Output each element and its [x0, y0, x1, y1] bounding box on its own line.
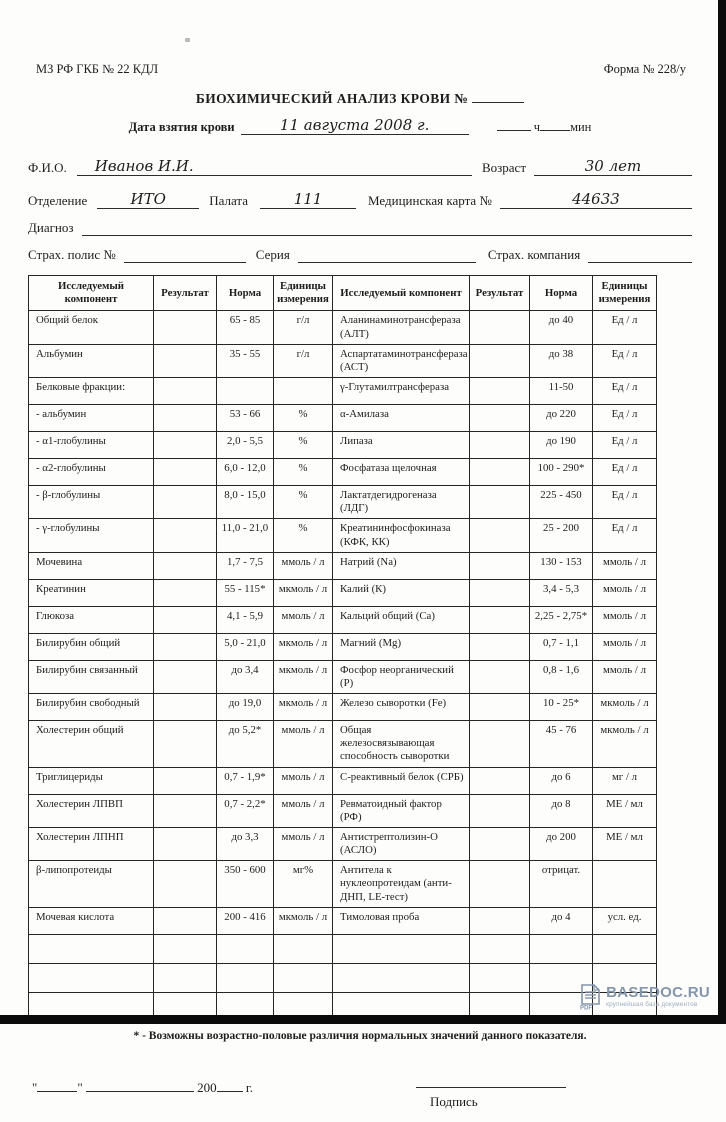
component-cell-left: Мочевая кислота	[29, 907, 154, 934]
time-blanks	[497, 120, 592, 135]
result-cell-right	[470, 486, 530, 519]
org-title: МЗ РФ ГКБ № 22 КДЛ	[36, 62, 159, 76]
signature-block	[416, 1076, 566, 1110]
insurance-company-label: Страх. компания	[487, 247, 581, 262]
quote-open: "	[32, 1079, 38, 1095]
component-cell-left	[29, 963, 154, 992]
component-cell-right: С-реактивный белок (СРБ)	[333, 767, 470, 794]
diagnosis-label: Диагноз	[28, 220, 74, 235]
minutes-blank	[540, 130, 570, 131]
result-cell-left	[154, 606, 217, 633]
header-component-left: Исследуемый компонент	[29, 276, 154, 311]
result-cell-left	[154, 767, 217, 794]
units-cell-right: ммоль / л	[593, 552, 657, 579]
insurance-policy-label: Страх. полис №	[28, 247, 116, 262]
table-row	[29, 432, 657, 459]
component-cell-left: - альбумин	[29, 405, 154, 432]
signature-line	[416, 1087, 566, 1088]
scan-edge-bottom	[0, 1015, 726, 1024]
table-row	[29, 721, 657, 768]
units-cell-left: мкмоль / л	[274, 694, 333, 721]
norm-cell-left: 35 - 55	[217, 344, 274, 377]
units-cell-left: %	[274, 405, 333, 432]
header-result-left: Результат	[154, 276, 217, 311]
norm-cell-left	[217, 934, 274, 963]
result-cell-right	[470, 794, 530, 827]
table-row	[29, 861, 657, 908]
units-cell-right: Ед / л	[593, 459, 657, 486]
units-cell-left: г/л	[274, 311, 333, 344]
units-cell-left: мкмоль / л	[274, 907, 333, 934]
result-cell-right	[470, 694, 530, 721]
result-cell-right	[470, 660, 530, 693]
units-cell-left: ммоль / л	[274, 606, 333, 633]
units-cell-left: ммоль / л	[274, 794, 333, 827]
units-cell-right: ммоль / л	[593, 633, 657, 660]
norm-cell-left: 11,0 - 21,0	[217, 519, 274, 552]
result-cell-left	[154, 405, 217, 432]
norm-cell-right: 2,25 - 2,75*	[530, 606, 593, 633]
units-cell-right: Ед / л	[593, 519, 657, 552]
component-cell-right	[333, 934, 470, 963]
component-cell-right: Липаза	[333, 432, 470, 459]
units-cell-right: Ед / л	[593, 311, 657, 344]
component-cell-right: Фосфор неорганический (Р)	[333, 660, 470, 693]
norm-cell-left: 0,7 - 1,9*	[217, 767, 274, 794]
pdf-document-icon	[579, 984, 601, 1010]
norm-cell-right: до 38	[530, 344, 593, 377]
units-cell-left: мкмоль / л	[274, 660, 333, 693]
result-cell-left	[154, 459, 217, 486]
component-cell-right: Тимоловая проба	[333, 907, 470, 934]
header-units-right: Единицы измерения	[593, 276, 657, 311]
result-cell-left	[154, 552, 217, 579]
units-cell-left: %	[274, 432, 333, 459]
header-norm-left: Норма	[217, 276, 274, 311]
component-cell-right: Антитела к нуклеопротеидам (анти-ДНП, LE-тест)	[333, 861, 470, 908]
result-cell-left	[154, 432, 217, 459]
svg-text:PDF: PDF	[580, 1005, 593, 1010]
result-cell-right	[470, 963, 530, 992]
component-cell-left: Альбумин	[29, 344, 154, 377]
component-cell-right: Креатининфосфокиназа (КФК, КК)	[333, 519, 470, 552]
signature-label: Подпись	[430, 1093, 478, 1109]
result-cell-right	[470, 767, 530, 794]
norm-cell-left: 0,7 - 2,2*	[217, 794, 274, 827]
result-cell-right	[470, 519, 530, 552]
component-cell-left: Белковые фракции:	[29, 378, 154, 405]
units-cell-left	[274, 934, 333, 963]
table-row	[29, 606, 657, 633]
results-table-body	[29, 311, 657, 1021]
fio-row	[28, 157, 692, 176]
component-cell-left: - α1-глобулины	[29, 432, 154, 459]
units-cell-left: мг%	[274, 861, 333, 908]
minutes-label: мин	[570, 120, 592, 134]
units-cell-right: мкмоль / л	[593, 721, 657, 768]
table-row	[29, 459, 657, 486]
component-cell-right: Аланинаминотрансфераза (АЛТ)	[333, 311, 470, 344]
table-row	[29, 405, 657, 432]
norm-cell-left	[217, 378, 274, 405]
result-cell-right	[470, 378, 530, 405]
result-cell-left	[154, 827, 217, 860]
units-cell-left: мкмоль / л	[274, 633, 333, 660]
component-cell-right: γ-Глутамилтрансфераза	[333, 378, 470, 405]
units-cell-right: ммоль / л	[593, 606, 657, 633]
norm-cell-left	[217, 963, 274, 992]
component-cell-right: Фосфатаза щелочная	[333, 459, 470, 486]
year-prefix: 200	[197, 1079, 217, 1095]
component-cell-left: Глюкоза	[29, 606, 154, 633]
component-cell-right: Лактатдегидрогеназа (ЛДГ)	[333, 486, 470, 519]
header-norm-right: Норма	[530, 276, 593, 311]
result-cell-right	[470, 579, 530, 606]
month-blank	[86, 1091, 194, 1092]
norm-cell-left: до 5,2*	[217, 721, 274, 768]
norm-cell-right	[530, 934, 593, 963]
component-cell-left: Триглицериды	[29, 767, 154, 794]
norm-cell-right: 0,8 - 1,6	[530, 660, 593, 693]
table-header-row	[29, 276, 657, 311]
watermark-name: BASEDOC.RU	[606, 984, 710, 1002]
insurance-policy-blank	[124, 247, 246, 263]
norm-cell-left: 5,0 - 21,0	[217, 633, 274, 660]
quote-close: "	[77, 1079, 83, 1095]
units-cell-left	[274, 963, 333, 992]
insurance-row	[28, 247, 692, 263]
units-cell-right: мг / л	[593, 767, 657, 794]
component-cell-right	[333, 963, 470, 992]
units-cell-right	[593, 861, 657, 908]
result-cell-left	[154, 794, 217, 827]
units-cell-left: ммоль / л	[274, 552, 333, 579]
diagnosis-row	[28, 220, 692, 236]
result-cell-left	[154, 907, 217, 934]
table-row	[29, 519, 657, 552]
units-cell-left	[274, 378, 333, 405]
units-cell-right: МЕ / мл	[593, 794, 657, 827]
norm-cell-right: до 4	[530, 907, 593, 934]
header-units-left: Единицы измерения	[274, 276, 333, 311]
footnote: * - Возможны возрастно-половые различия нормальных значений данного показателя.	[133, 1029, 587, 1042]
page-title: БИОХИМИЧЕСКИЙ АНАЛИЗ КРОВИ №	[28, 91, 692, 107]
table-row	[29, 378, 657, 405]
result-cell-left	[154, 633, 217, 660]
result-cell-right	[470, 934, 530, 963]
norm-cell-left: 4,1 - 5,9	[217, 606, 274, 633]
component-cell-left: Креатинин	[29, 579, 154, 606]
norm-cell-right: до 6	[530, 767, 593, 794]
component-cell-right: α-Амилаза	[333, 405, 470, 432]
result-cell-left	[154, 694, 217, 721]
hours-label: ч	[533, 120, 541, 134]
units-cell-right: Ед / л	[593, 344, 657, 377]
norm-cell-left: до 3,4	[217, 660, 274, 693]
ward-value: 111	[260, 190, 356, 209]
result-cell-left	[154, 311, 217, 344]
component-cell-right: Аспартатаминотрансфераза (АСТ)	[333, 344, 470, 377]
table-row	[29, 344, 657, 377]
norm-cell-left: 2,0 - 5,5	[217, 432, 274, 459]
scan-artifact	[185, 38, 190, 42]
header-component-right: Исследуемый компонент	[333, 276, 470, 311]
table-row	[29, 694, 657, 721]
card-label: Медицинская карта №	[368, 193, 492, 208]
document-glyph	[579, 984, 601, 1010]
norm-cell-left: 65 - 85	[217, 311, 274, 344]
units-cell-left: г/л	[274, 344, 333, 377]
result-cell-right	[470, 606, 530, 633]
results-table	[28, 275, 657, 1022]
series-blank	[298, 247, 476, 263]
component-cell-right: Натрий (Na)	[333, 552, 470, 579]
card-value: 44633	[500, 190, 692, 209]
table-row	[29, 794, 657, 827]
result-cell-left	[154, 721, 217, 768]
norm-cell-right: 10 - 25*	[530, 694, 593, 721]
norm-cell-right: 3,4 - 5,3	[530, 579, 593, 606]
units-cell-right: МЕ / мл	[593, 827, 657, 860]
fill-date-line	[32, 1080, 253, 1096]
units-cell-left: ммоль / л	[274, 721, 333, 768]
component-cell-left: Холестерин ЛПНП	[29, 827, 154, 860]
table-row	[29, 311, 657, 344]
fio-label: Ф.И.О.	[28, 160, 67, 175]
component-cell-right: Магний (Mg)	[333, 633, 470, 660]
units-cell-left: ммоль / л	[274, 827, 333, 860]
fio-value: Иванов И.И.	[77, 157, 472, 176]
header-result-right: Результат	[470, 276, 530, 311]
component-cell-right: Антистрептолизин-О (АСЛО)	[333, 827, 470, 860]
result-cell-right	[470, 432, 530, 459]
diagnosis-blank	[82, 220, 692, 236]
date-value: 11 августа 2008 г.	[241, 116, 469, 135]
hours-blank	[497, 130, 531, 131]
norm-cell-left: до 19,0	[217, 694, 274, 721]
norm-cell-right: 130 - 153	[530, 552, 593, 579]
year-blank	[217, 1091, 243, 1092]
norm-cell-right: отрицат.	[530, 861, 593, 908]
basedoc-watermark	[579, 984, 710, 1010]
units-cell-right: Ед / л	[593, 486, 657, 519]
table-row	[29, 552, 657, 579]
units-cell-left: мкмоль / л	[274, 579, 333, 606]
units-cell-left: %	[274, 459, 333, 486]
result-cell-left	[154, 934, 217, 963]
norm-cell-right: до 190	[530, 432, 593, 459]
footer	[28, 1076, 692, 1122]
component-cell-left: - β-глобулины	[29, 486, 154, 519]
units-cell-right: мкмоль / л	[593, 694, 657, 721]
result-cell-right	[470, 311, 530, 344]
component-cell-left	[29, 934, 154, 963]
norm-cell-right: до 40	[530, 311, 593, 344]
component-cell-right: Общая железосвязывающая способность сыворотки	[333, 721, 470, 768]
department-row	[28, 190, 692, 209]
result-cell-left	[154, 963, 217, 992]
component-cell-right: Ревматоидный фактор (РФ)	[333, 794, 470, 827]
component-cell-right: Калий (К)	[333, 579, 470, 606]
table-row	[29, 486, 657, 519]
table-row	[29, 827, 657, 860]
result-cell-right	[470, 721, 530, 768]
norm-cell-right: 45 - 76	[530, 721, 593, 768]
component-cell-left: Билирубин общий	[29, 633, 154, 660]
date-label: Дата взятия крови	[128, 120, 235, 134]
department-value: ИТО	[97, 190, 199, 209]
norm-cell-left: до 3,3	[217, 827, 274, 860]
ward-label: Палата	[209, 193, 249, 208]
component-cell-left: Билирубин связанный	[29, 660, 154, 693]
result-cell-left	[154, 660, 217, 693]
insurance-company-blank	[588, 247, 692, 263]
component-cell-left: Холестерин ЛПВП	[29, 794, 154, 827]
norm-cell-left: 1,7 - 7,5	[217, 552, 274, 579]
results-table-wrap	[28, 275, 692, 1022]
norm-cell-right: до 220	[530, 405, 593, 432]
component-cell-left: Холестерин общий	[29, 721, 154, 768]
result-cell-left	[154, 486, 217, 519]
norm-cell-right: до 8	[530, 794, 593, 827]
result-cell-right	[470, 459, 530, 486]
analysis-number-blank	[472, 102, 524, 103]
result-cell-right	[470, 552, 530, 579]
department-label: Отделение	[28, 193, 88, 208]
year-suffix: г.	[245, 1079, 253, 1095]
units-cell-right: Ед / л	[593, 405, 657, 432]
norm-cell-left: 8,0 - 15,0	[217, 486, 274, 519]
component-cell-left: - γ-глобулины	[29, 519, 154, 552]
units-cell-left: %	[274, 486, 333, 519]
result-cell-left	[154, 861, 217, 908]
result-cell-right	[470, 405, 530, 432]
result-cell-right	[470, 827, 530, 860]
age-label: Возраст	[481, 160, 526, 175]
units-cell-right: ммоль / л	[593, 660, 657, 693]
result-cell-right	[470, 907, 530, 934]
result-cell-right	[470, 633, 530, 660]
result-cell-left	[154, 344, 217, 377]
result-cell-left	[154, 378, 217, 405]
result-cell-right	[470, 344, 530, 377]
table-row	[29, 767, 657, 794]
component-cell-left: β-липопротеиды	[29, 861, 154, 908]
result-cell-right	[470, 861, 530, 908]
table-row	[29, 934, 657, 963]
norm-cell-left: 53 - 66	[217, 405, 274, 432]
norm-cell-left: 200 - 416	[217, 907, 274, 934]
units-cell-right: усл. ед.	[593, 907, 657, 934]
form-number: Форма № 228/у	[603, 62, 686, 76]
table-row	[29, 579, 657, 606]
blood-draw-date-line	[28, 116, 692, 135]
watermark-subtitle: крупнейшая база документов	[606, 1001, 698, 1009]
units-cell-right: Ед / л	[593, 378, 657, 405]
table-row	[29, 907, 657, 934]
norm-cell-right: 100 - 290*	[530, 459, 593, 486]
norm-cell-right: 11-50	[530, 378, 593, 405]
norm-cell-right: 225 - 450	[530, 486, 593, 519]
series-label: Серия	[255, 247, 290, 262]
norm-cell-left: 350 - 600	[217, 861, 274, 908]
component-cell-left: Мочевина	[29, 552, 154, 579]
norm-cell-left: 6,0 - 12,0	[217, 459, 274, 486]
result-cell-left	[154, 519, 217, 552]
units-cell-left: %	[274, 519, 333, 552]
result-cell-left	[154, 579, 217, 606]
component-cell-right: Кальций общий (Са)	[333, 606, 470, 633]
units-cell-right: Ед / л	[593, 432, 657, 459]
day-blank	[37, 1091, 77, 1092]
table-row	[29, 660, 657, 693]
norm-cell-right: 25 - 200	[530, 519, 593, 552]
component-cell-left: - α2-глобулины	[29, 459, 154, 486]
table-row	[29, 633, 657, 660]
scan-edge-right	[718, 0, 726, 1024]
norm-cell-right: 0,7 - 1,1	[530, 633, 593, 660]
table-row	[29, 963, 657, 992]
age-value: 30 лет	[534, 157, 692, 176]
units-cell-left: ммоль / л	[274, 767, 333, 794]
units-cell-right: ммоль / л	[593, 579, 657, 606]
component-cell-left: Билирубин свободный	[29, 694, 154, 721]
norm-cell-left: 55 - 115*	[217, 579, 274, 606]
component-cell-left: Общий белок	[29, 311, 154, 344]
norm-cell-right: до 200	[530, 827, 593, 860]
units-cell-right	[593, 934, 657, 963]
component-cell-right: Железо сыворотки (Fe)	[333, 694, 470, 721]
